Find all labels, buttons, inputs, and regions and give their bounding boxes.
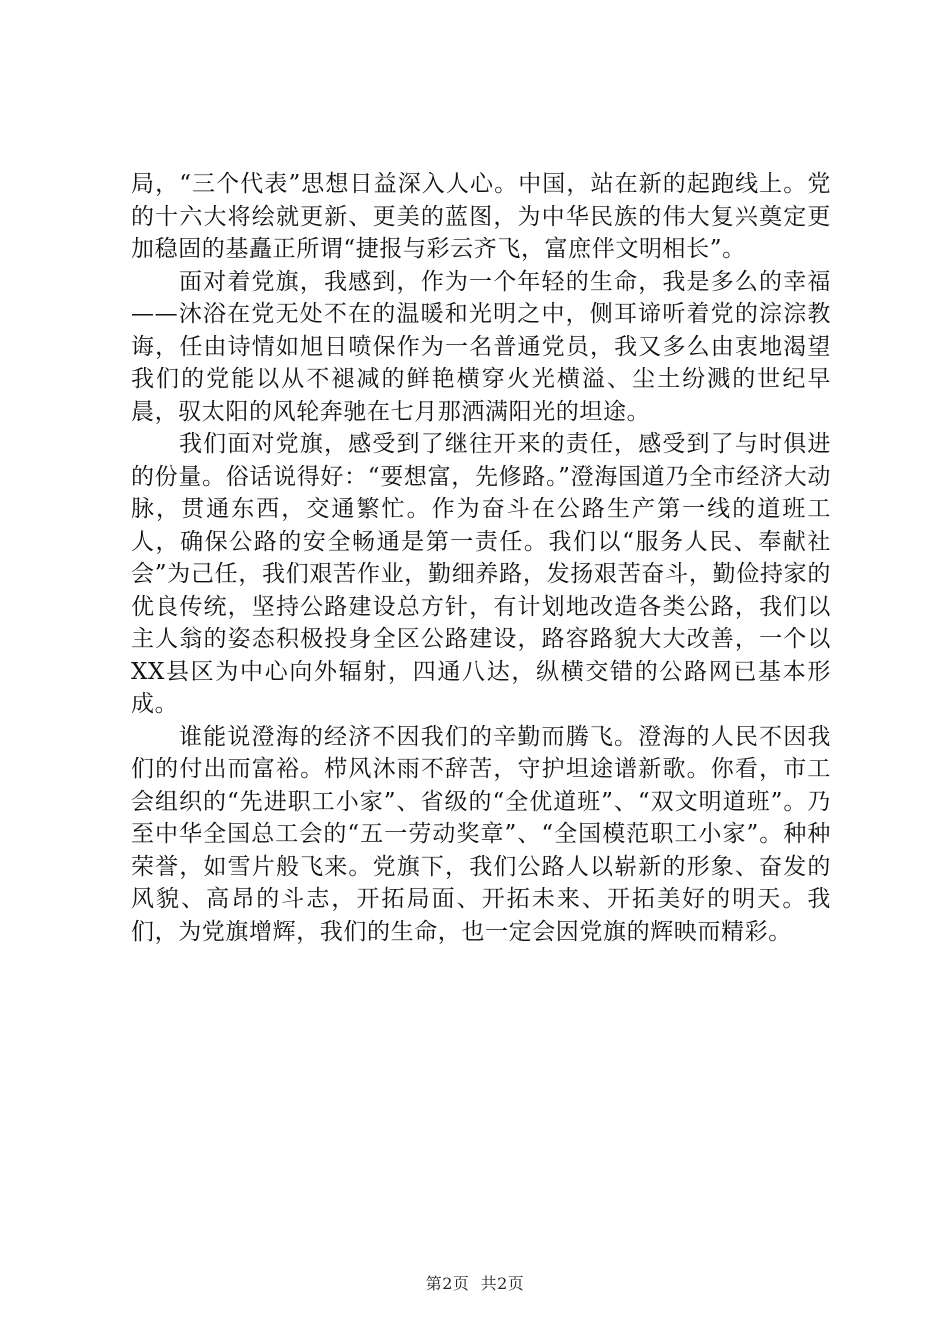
page-number-label: 第2页 共2页 <box>425 1274 525 1293</box>
page-footer <box>0 1274 950 1294</box>
document-body <box>131 168 831 948</box>
paragraph: 面对着党旗，我感到，作为一个年轻的生命，我是多么的幸福——沐浴在党无处不在的温暖和光明之中，侧耳谛听着党的淙淙教诲，任由诗情如旭日喷保作为一名普通党员，我又多么由衷地渴望我们的党能以从不褪减的鲜艳横穿火光横溢、尘土纷溅的世纪早晨，驭太阳的风轮奔驰在七月那洒满阳光的坦途。 <box>131 268 831 425</box>
paragraph: 谁能说澄海的经济不因我们的辛勤而腾飞。澄海的人民不因我们的付出而富裕。栉风沐雨不辞苦，守护坦途谱新歌。你看，市工会组织的“先进职工小家”、省级的“全优道班”、“双文明道班”。乃至中华全国总工会的“五一劳动奖章”、“全国模范职工小家”。种种荣誉，如雪片般飞来。党旗下，我们公路人以崭新的形象、奋发的风貌、高昂的斗志，开拓局面、开拓未来、开拓美好的明天。我们，为党旗增辉，我们的生命，也一定会因党旗的辉映而精彩。 <box>131 723 831 945</box>
paragraph-continuation: 局，“三个代表”思想日益深入人心。中国，站在新的起跑线上。党的十六大将绘就更新、更美的蓝图，为中华民族的伟大复兴奠定更加稳固的基矗正所谓“捷报与彩云齐飞，富庶伴文明相长”。 <box>131 171 831 262</box>
paragraph: 我们面对党旗，感受到了继往开来的责任，感受到了与时俱进的份量。俗话说得好：“要想富，先修路。”澄海国道乃全市经济大动脉，贯通东西，交通繁忙。作为奋斗在公路生产第一线的道班工人，确保公路的安全畅通是第一责任。我们以“服务人民、奉献社会”为己任，我们艰苦作业，勤细养路，发扬艰苦奋斗，勤俭持家的优良传统，坚持公路建设总方针，有计划地改造各类公路，我们以主人翁的姿态积极投身全区公路建设，路容路貌大大改善，一个以XX县区为中心向外辐射，四通八达，纵横交错的公路网已基本形成。 <box>131 431 831 717</box>
